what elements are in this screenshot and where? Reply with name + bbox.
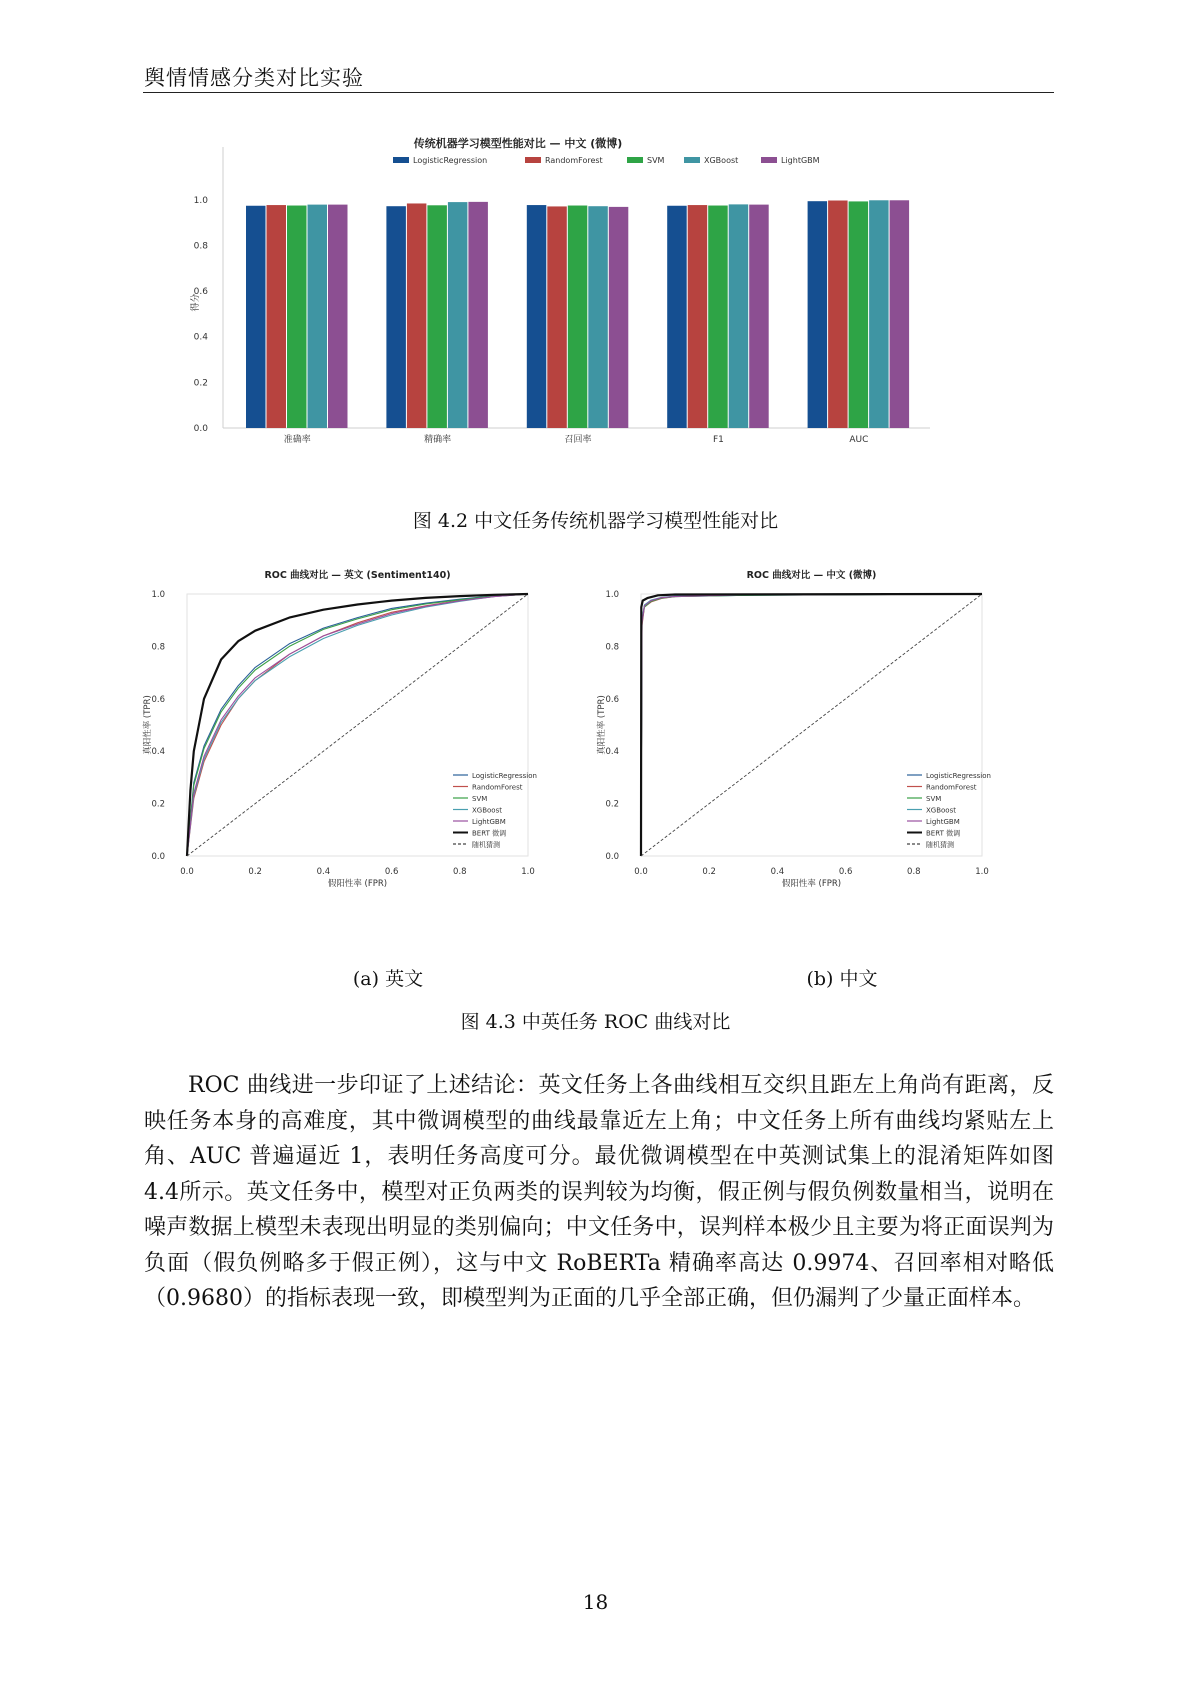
y-tick-label: 0.4 — [605, 747, 619, 758]
page-number: 18 — [582, 1590, 609, 1614]
x-tick-label: 0.2 — [702, 867, 716, 877]
y-tick-label: 0.8 — [605, 642, 619, 653]
bar — [667, 206, 687, 428]
bar — [588, 206, 608, 428]
figure-4-3-caption: 图 4.3 中英任务 ROC 曲线对比 — [460, 1011, 731, 1033]
x-tick-label: 0.8 — [907, 867, 921, 877]
bar-chart-figure-4-2 — [188, 137, 1020, 497]
y-axis-label: 真阳性率 (TPR) — [143, 695, 153, 755]
x-tick-label: 0.6 — [384, 867, 399, 877]
roc-curve — [641, 594, 982, 856]
legend-label: LightGBM — [781, 156, 820, 165]
y-tick-label: 0.4 — [193, 332, 208, 343]
roc-chart-chinese — [597, 570, 1062, 942]
x-axis-label: 假阳性率 (FPR) — [781, 879, 842, 889]
x-tick-label: 0.8 — [453, 867, 467, 877]
bar — [448, 202, 468, 428]
bar — [708, 206, 728, 428]
chart-title: 传统机器学习模型性能对比 — 中文 (微博) — [413, 137, 623, 150]
legend-label: XGBoost — [926, 806, 956, 815]
x-tick-label: 0.4 — [770, 867, 785, 877]
chart-title: ROC 曲线对比 — 英文 (Sentiment140) — [264, 570, 451, 581]
y-tick-label: 1.0 — [605, 590, 619, 600]
legend-label: RandomForest — [472, 783, 523, 792]
bar — [749, 205, 769, 428]
bar — [427, 205, 447, 428]
y-axis-label: 得分 — [191, 293, 201, 312]
figure-4-2-caption: 图 4.2 中文任务传统机器学习模型性能对比 — [412, 510, 779, 532]
x-tick-label: AUC — [849, 435, 869, 445]
y-tick-label: 0.2 — [605, 799, 619, 810]
y-tick-label: 0.8 — [151, 642, 165, 653]
bar — [287, 206, 307, 428]
legend-label: BERT 微调 — [472, 829, 507, 838]
x-axis-label: 假阳性率 (FPR) — [327, 879, 388, 889]
header-rule — [143, 92, 1054, 93]
bar — [407, 203, 427, 428]
roc-curve — [187, 594, 528, 856]
legend-swatch — [525, 157, 541, 163]
legend-label: SVM — [926, 795, 942, 803]
bar — [468, 202, 488, 428]
x-tick-label: 精确率 — [424, 435, 452, 445]
y-tick-label: 0.6 — [193, 287, 208, 298]
bar — [729, 204, 749, 428]
body-paragraph: ROC 曲线进一步印证了上述结论：英文任务上各曲线相互交织且距左上角尚有距离，反映任务本身的高难度，其中微调模型的曲线最靠近左上角；中文任务上所有曲线均紧贴左上角、AUC 普遍逼近 1，表明任务高度可分。最优微调模型在中英测试集上的混淆矩阵如图 4.4所示。英文任务中，模型对正负两类的误判较为均衡，假正例与假负例数量相当，说明在噪声数据上模型未表现出明显的类别偏向；中文任务中，误判样本极少且主要为将正面误判为负面（假负例略多于假正例），这与中文 RoBERTa 精确率高达 0.9974、召回率相对略低（0.9680）的指标表现一致，即模型判为正面的几乎全部正确，但仍漏判了少量正面样本。 — [144, 1073, 1054, 1311]
legend-label: BERT 微调 — [926, 829, 961, 838]
bar — [688, 205, 708, 428]
y-tick-label: 1.0 — [151, 590, 165, 600]
bar — [246, 206, 266, 428]
legend-label: XGBoost — [704, 156, 739, 165]
legend-swatch — [393, 157, 409, 163]
x-tick-label: 0.0 — [634, 867, 648, 877]
legend-label: XGBoost — [472, 806, 502, 815]
legend-label: LightGBM — [926, 818, 960, 826]
x-tick-label: 0.6 — [838, 867, 853, 877]
y-tick-label: 0.2 — [151, 799, 165, 810]
y-tick-label: 0.8 — [193, 241, 208, 252]
bar — [808, 201, 828, 428]
chart-title: ROC 曲线对比 — 中文 (微博) — [746, 570, 877, 581]
x-tick-label: 召回率 — [564, 435, 592, 445]
legend-label: 随机猜测 — [926, 841, 954, 849]
legend-label: 随机猜测 — [472, 841, 500, 849]
bar — [527, 205, 547, 428]
legend-label: LogisticRegression — [472, 772, 537, 780]
x-tick-label: 1.0 — [521, 867, 535, 877]
x-tick-label: 0.2 — [248, 867, 262, 877]
x-tick-label: 1.0 — [975, 867, 989, 877]
legend-swatch — [684, 157, 700, 163]
bar — [386, 206, 406, 428]
x-tick-label: 0.0 — [180, 867, 194, 877]
legend-label: LightGBM — [472, 818, 506, 826]
y-axis-label: 真阳性率 (TPR) — [597, 695, 607, 755]
y-tick-label: 0.2 — [193, 378, 208, 389]
y-tick-label: 0.0 — [605, 852, 619, 862]
bar — [308, 205, 328, 428]
bar — [849, 201, 869, 428]
legend-swatch — [761, 157, 777, 163]
y-tick-label: 1.0 — [193, 195, 208, 206]
y-tick-label: 0.6 — [605, 694, 619, 705]
bar — [547, 206, 567, 428]
bar — [869, 200, 889, 428]
x-tick-label: 准确率 — [283, 435, 311, 445]
bar — [568, 206, 588, 428]
running-head: 舆情情感分类对比实验 — [144, 66, 364, 90]
x-tick-label: 0.4 — [316, 867, 331, 877]
legend-label: SVM — [647, 156, 665, 165]
legend-label: LogisticRegression — [926, 772, 991, 780]
y-tick-label: 0.4 — [151, 747, 165, 758]
bar — [267, 205, 287, 428]
bar — [890, 200, 910, 428]
bar — [328, 205, 348, 428]
subfigure-b-label: (b) 中文 — [806, 968, 878, 990]
legend-label: RandomForest — [926, 783, 977, 792]
bar — [828, 201, 848, 428]
y-tick-label: 0.6 — [151, 694, 165, 705]
bar — [609, 207, 629, 428]
y-tick-label: 0.0 — [151, 852, 165, 862]
y-tick-label: 0.0 — [193, 424, 208, 434]
legend-swatch — [627, 157, 643, 163]
legend-label: SVM — [472, 795, 488, 803]
subfigure-a-label: (a) 英文 — [352, 968, 424, 990]
x-tick-label: F1 — [712, 435, 724, 445]
legend-label: LogisticRegression — [413, 156, 488, 165]
legend-label: RandomForest — [545, 156, 603, 165]
roc-chart-english — [143, 570, 608, 942]
